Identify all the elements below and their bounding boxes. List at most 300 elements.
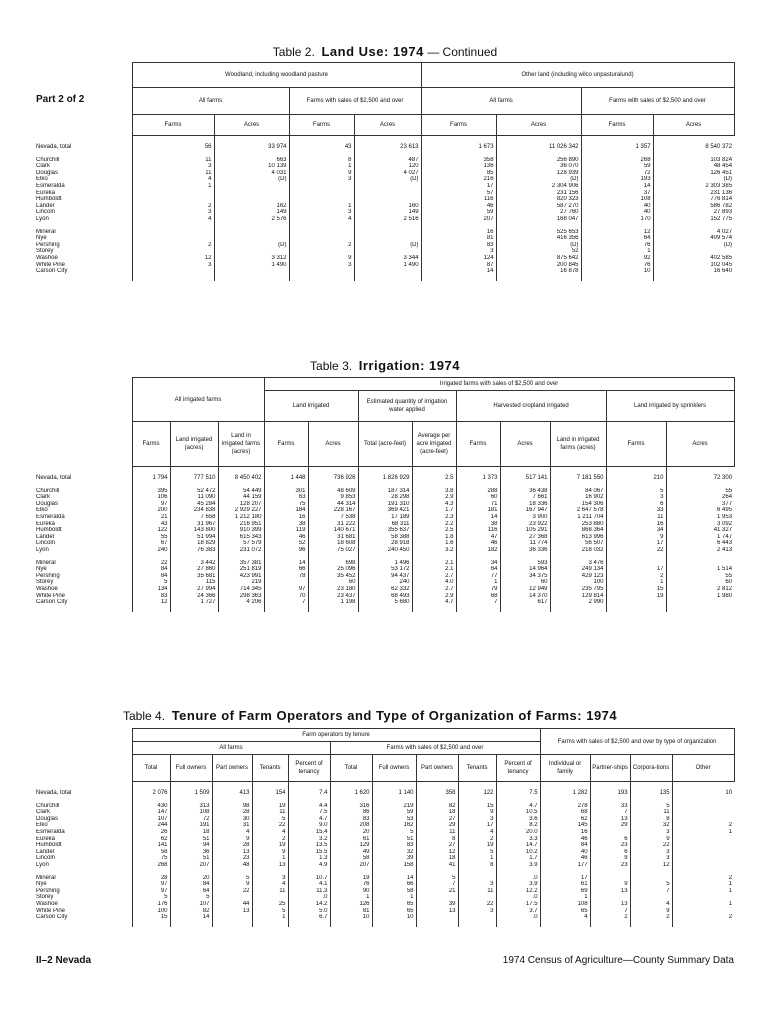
table2 <box>36 62 735 281</box>
table-cell <box>672 816 734 823</box>
table-cell: 1.3 <box>288 855 330 862</box>
table-cell: 17 <box>606 566 666 573</box>
table-cell <box>289 229 354 236</box>
table-cell: 593 <box>500 560 550 567</box>
table-cell: 10 <box>372 914 416 921</box>
table-cell: 71 <box>456 501 500 508</box>
table-cell: 216 <box>421 176 496 183</box>
table-cell: 187 314 <box>358 488 412 495</box>
table-row <box>36 216 734 223</box>
table-cell: 18 336 <box>500 501 550 508</box>
t4-col-full: Full owners <box>170 755 212 782</box>
table-cell: 16 <box>264 514 308 521</box>
table-cell: 129 814 <box>550 593 606 600</box>
table-cell: 2 <box>590 914 630 921</box>
table-row <box>36 875 734 882</box>
table-cell: 94 437 <box>358 573 412 580</box>
table-cell: 1 727 <box>170 599 218 606</box>
row-label: Lyon <box>36 861 49 868</box>
row-label: Mineral <box>36 559 56 566</box>
table-cell: (D) <box>496 242 581 249</box>
table-row <box>36 494 734 501</box>
table-cell: 14 <box>581 183 653 190</box>
row-label: Elko <box>36 822 48 829</box>
table-cell: 32 <box>630 822 672 829</box>
table-cell <box>666 599 734 606</box>
table-cell: 23 <box>212 855 252 862</box>
table-cell: 2.1 <box>412 566 456 573</box>
table-cell: 61 <box>330 836 372 843</box>
table-cell: 11 <box>606 514 666 521</box>
t4-body <box>36 782 734 927</box>
table-cell: 7 <box>264 599 308 606</box>
table-cell <box>672 836 734 843</box>
table-cell: 663 <box>214 157 289 164</box>
table-cell: 2 <box>132 203 214 210</box>
table-cell: 23 180 <box>308 586 358 593</box>
table-cell: 5 <box>252 908 288 915</box>
table-cell: 21 <box>416 888 458 895</box>
table-cell: 55 <box>666 488 734 495</box>
t3-body <box>36 467 734 612</box>
table-cell: 35 452 <box>308 573 358 580</box>
table-cell: 36 336 <box>500 547 550 554</box>
table-cell: 76 <box>330 881 372 888</box>
t3-all-irrigated: All irrigated farms <box>132 378 264 422</box>
table-cell: 776 814 <box>653 196 734 203</box>
table-cell: 7 661 <box>500 494 550 501</box>
footer-page-label: II–2 Nevada <box>36 955 92 966</box>
table-cell: 16 902 <box>550 494 606 501</box>
table-cell: 1 211 704 <box>550 514 606 521</box>
table-cell: 249 134 <box>550 566 606 573</box>
row-label: Elko <box>36 176 48 183</box>
table-cell: 9 <box>212 836 252 843</box>
table-cell: 8 <box>289 157 354 164</box>
table-cell: 31 967 <box>170 521 218 528</box>
table-cell: 65 <box>372 901 416 908</box>
table-cell: 4 <box>630 901 672 908</box>
table-cell: 181 <box>456 507 500 514</box>
table-cell: 27 860 <box>170 566 218 573</box>
row-label: Nevada, total <box>36 144 72 150</box>
table-cell: 11 <box>252 888 288 895</box>
table-cell: 83 <box>132 593 170 600</box>
table-cell: 1 980 <box>666 593 734 600</box>
table-cell: 41 <box>416 862 458 869</box>
table-cell: 97 <box>264 586 308 593</box>
table-cell: 2 516 <box>354 216 421 223</box>
table-cell: 105 291 <box>500 527 550 534</box>
table-cell: 51 <box>170 836 212 843</box>
table-cell: 32 <box>372 849 416 856</box>
table-cell: 40 <box>540 849 590 856</box>
table-cell: 1 <box>252 855 288 862</box>
table-row <box>36 142 734 151</box>
table-cell: 97 <box>132 888 170 895</box>
t4-col-full: Full owners <box>372 755 416 782</box>
table-cell: 7 181 550 <box>550 473 606 482</box>
table-cell: 193 <box>590 788 630 797</box>
table-cell: 13 <box>416 908 458 915</box>
t4-group-type: Farms with sales of $2,500 and over by type of organization <box>540 729 734 755</box>
table-cell: 1 <box>606 579 666 586</box>
table-cell: 107 <box>170 901 212 908</box>
table-cell: 35 681 <box>170 573 218 580</box>
table-cell: 2 812 <box>666 586 734 593</box>
table-cell: 29 <box>590 822 630 829</box>
table-cell <box>289 190 354 197</box>
table-cell: 3 <box>630 849 672 856</box>
table-cell: 63 <box>264 494 308 501</box>
table-cell: 68 <box>456 593 500 600</box>
table-cell: 22 <box>606 547 666 554</box>
table-row <box>36 255 734 262</box>
table-cell: 25 096 <box>308 566 358 573</box>
table-cell: 395 <box>132 488 170 495</box>
table-row <box>36 170 734 177</box>
table-cell: 8 <box>630 816 672 823</box>
table-cell: 36 <box>170 849 212 856</box>
table-cell: 14 <box>456 514 500 521</box>
table-cell <box>672 862 734 869</box>
table-cell: 3.2 <box>412 547 456 554</box>
table-row <box>36 842 734 849</box>
table-cell <box>212 894 252 901</box>
table-row <box>36 816 734 823</box>
table-cell: 55 <box>666 573 734 580</box>
table-cell: 13 <box>212 908 252 915</box>
table-cell: 288 <box>456 488 500 495</box>
table-cell: 81 <box>421 235 496 242</box>
table-row <box>36 190 734 197</box>
t4-col-part: Part owners <box>416 755 458 782</box>
table-cell: 207 <box>330 862 372 869</box>
table-cell <box>606 560 666 567</box>
table-cell: 34 <box>456 560 500 567</box>
table-cell: 5 <box>458 849 496 856</box>
row-label: Humboldt <box>36 527 62 534</box>
row-label: Carson City <box>36 599 68 606</box>
table-cell: 210 <box>606 473 666 482</box>
table-cell: 278 <box>540 803 590 810</box>
table-row <box>36 881 734 888</box>
table-cell: 4.3 <box>412 501 456 508</box>
table-cell: 4 027 <box>653 229 734 236</box>
table-cell: 3 <box>132 163 214 170</box>
table2-title <box>0 44 770 59</box>
table-cell: 17 <box>606 540 666 547</box>
row-label: Esmeralda <box>36 182 65 189</box>
table-cell: 1 140 <box>372 788 416 797</box>
table-cell: 358 <box>421 157 496 164</box>
table-cell: 27 893 <box>653 209 734 216</box>
table-cell: 5 <box>630 803 672 810</box>
table-cell: 1 <box>672 901 734 908</box>
table-cell: (D) <box>653 242 734 249</box>
table-cell: 1 448 <box>264 473 308 482</box>
t4-col-other: Other <box>672 755 734 782</box>
table-cell: 48 609 <box>308 488 358 495</box>
table-cell: 3.9 <box>496 881 540 888</box>
table-cell: 149 <box>214 209 289 216</box>
table-row <box>36 540 734 547</box>
table-cell: 2.7 <box>412 573 456 580</box>
table-cell: 23 <box>590 862 630 869</box>
table-cell: 62 <box>540 816 590 823</box>
table-cell <box>590 875 630 882</box>
table-cell <box>672 842 734 849</box>
table-cell: 5 <box>630 881 672 888</box>
table-cell: 177 <box>540 862 590 869</box>
table4-label: Table 4. <box>123 709 166 723</box>
row-label: Esmeralda <box>36 513 65 520</box>
table-cell: 13.5 <box>288 842 330 849</box>
table-cell: 10.7 <box>288 875 330 882</box>
table-row <box>36 514 734 521</box>
table-cell: 19 <box>458 842 496 849</box>
table-cell: 7 658 <box>170 514 218 521</box>
table-row <box>36 268 734 275</box>
table-cell: 7.5 <box>288 809 330 816</box>
table-cell: 3 <box>421 248 496 255</box>
table-cell: 10.2 <box>496 849 540 856</box>
table-cell: 78 <box>264 573 308 580</box>
table2-continued: — Continued <box>427 45 498 59</box>
table-cell: 60 <box>308 579 358 586</box>
table-cell: 1.6 <box>412 540 456 547</box>
table-cell: 4 031 <box>214 170 289 177</box>
table-cell: 28 298 <box>358 494 412 501</box>
table-cell: 147 <box>132 809 170 816</box>
table-cell: 154 306 <box>550 501 606 508</box>
table3-main-title: Irrigation: 1974 <box>358 358 460 373</box>
table-cell: 76 <box>581 242 653 249</box>
table-cell: 11 <box>458 888 496 895</box>
table-cell: 72 <box>581 170 653 177</box>
table-cell: 429 123 <box>550 573 606 580</box>
table-cell: 910 399 <box>218 527 264 534</box>
table-cell: 12 949 <box>500 586 550 593</box>
table-cell: 11 <box>630 809 672 816</box>
table-cell: 17 <box>421 183 496 190</box>
table-cell: 2 <box>458 836 496 843</box>
table-cell: 586 782 <box>653 203 734 210</box>
table-cell: 4.7 <box>288 816 330 823</box>
table-cell: 1 198 <box>308 599 358 606</box>
table-cell: 124 <box>421 255 496 262</box>
table-cell <box>354 235 421 242</box>
table-cell: 2.7 <box>412 586 456 593</box>
table-cell: 5 <box>252 816 288 823</box>
t3-est-quantity: Estimated quantity of irrigation water applied <box>358 391 456 422</box>
table-cell: 5 <box>212 875 252 882</box>
table-cell: 3 <box>132 262 214 269</box>
table-cell: 40 <box>581 203 653 210</box>
t4-col-partner: Partner-ships <box>590 755 630 782</box>
table-cell: 3 092 <box>666 521 734 528</box>
table-row <box>36 248 734 255</box>
table-cell: 14 <box>421 268 496 275</box>
table-cell: 3 <box>458 881 496 888</box>
t3-col-total: Total (acre-feet) <box>358 422 412 467</box>
table-cell: 8 <box>458 862 496 869</box>
part-label: Part 2 of 2 <box>36 94 85 105</box>
table-cell: 46 <box>264 534 308 541</box>
table-row <box>36 527 734 534</box>
table-cell: 53 <box>372 816 416 823</box>
table-cell: 27 <box>416 842 458 849</box>
row-label: Clark <box>36 809 51 816</box>
table3-label: Table 3. <box>310 359 353 373</box>
table-cell: 20 <box>330 829 372 836</box>
table-cell: 2.9 <box>412 593 456 600</box>
table-cell <box>416 914 458 921</box>
table-cell: 235 795 <box>550 586 606 593</box>
table-row <box>36 196 734 203</box>
table-row <box>36 203 734 210</box>
table-cell: 21 <box>132 514 170 521</box>
table-cell: 122 <box>132 527 170 534</box>
t4-col-tenants: Tenants <box>458 755 496 782</box>
t3-harvested: Harvested cropland irrigated <box>456 391 606 422</box>
table-cell <box>672 894 734 901</box>
table-cell: 240 <box>358 579 412 586</box>
table-cell: 14.7 <box>496 842 540 849</box>
table-cell: 2 076 <box>132 788 170 797</box>
table4-main-title: Tenure of Farm Operators and Type of Organization of Farms: 1974 <box>171 708 618 723</box>
table-cell <box>214 183 289 190</box>
row-label: Esmeralda <box>36 828 65 835</box>
row-label: Lincoln <box>36 209 56 216</box>
table-cell: 1 <box>372 894 416 901</box>
table2-label: Table 2. <box>272 45 315 59</box>
table-cell <box>354 183 421 190</box>
table-cell: 31 <box>212 822 252 829</box>
t2-group-other: Other land (including wilco unpasturalund) <box>421 63 734 88</box>
table-cell: 1 357 <box>581 142 653 151</box>
table-cell: 43 <box>132 521 170 528</box>
row-label: Lander <box>36 533 55 540</box>
table-cell: 108 <box>581 196 653 203</box>
table-cell: 298 363 <box>218 593 264 600</box>
row-label: Pershing <box>36 241 60 248</box>
table-cell <box>132 190 214 197</box>
table-cell: 106 <box>132 494 170 501</box>
table-cell: 219 <box>218 579 264 586</box>
t3-col-acres: Acres <box>500 422 550 467</box>
table-cell: 9.0 <box>288 822 330 829</box>
table-cell <box>132 268 214 275</box>
table-cell: 46 <box>421 203 496 210</box>
table-cell: 94 <box>170 842 212 849</box>
table-row <box>36 888 734 895</box>
table-cell: 9 853 <box>308 494 358 501</box>
table-cell: 168 047 <box>496 216 581 223</box>
table-cell: 7.5 <box>496 788 540 797</box>
table-cell: 82 <box>170 908 212 915</box>
table-cell: 59 <box>581 163 653 170</box>
table-cell: 20 <box>170 875 212 882</box>
table-cell: 44 159 <box>218 494 264 501</box>
table-cell: 355 637 <box>358 527 412 534</box>
table-cell: 3 <box>289 176 354 183</box>
t4-col-pct: Percent of tenancy <box>496 755 540 782</box>
table-cell: 68 493 <box>358 593 412 600</box>
table-row <box>36 586 734 593</box>
table-cell: 54 449 <box>218 488 264 495</box>
table-cell: 9 <box>458 809 496 816</box>
row-label: Elko <box>36 507 48 514</box>
table-cell: 2 <box>630 914 672 921</box>
table-row <box>36 209 734 216</box>
table-cell: 2 929 227 <box>218 507 264 514</box>
table-cell: 39 <box>416 901 458 908</box>
table-cell: 51 <box>170 855 212 862</box>
table-cell: 4.1 <box>288 881 330 888</box>
table-cell: 51 994 <box>170 534 218 541</box>
table-cell: 60 <box>456 494 500 501</box>
t2-sub-all: All farms <box>132 88 289 115</box>
t2-sub-sales: Farms with sales of $2,500 and over <box>289 88 421 115</box>
table-cell: 409 574 <box>653 235 734 242</box>
table-cell: 13 <box>590 888 630 895</box>
table-cell <box>214 196 289 203</box>
row-label: Lincoln <box>36 540 56 547</box>
table-row <box>36 488 734 495</box>
t4-col-part: Part owners <box>212 755 252 782</box>
table-cell: 8 <box>416 836 458 843</box>
row-label: Storey <box>36 894 54 901</box>
row-label: Lincoln <box>36 855 56 862</box>
table-cell: 1 282 <box>540 788 590 797</box>
table-cell: 4.4 <box>288 803 330 810</box>
table-cell: 1 <box>458 855 496 862</box>
table-cell: 2 <box>289 242 354 249</box>
table-cell: 2.1 <box>412 560 456 567</box>
table-cell: 97 <box>132 501 170 508</box>
table-cell: 4 <box>132 176 214 183</box>
table-cell: 4.7 <box>496 803 540 810</box>
table-cell: 3.6 <box>496 816 540 823</box>
table-row <box>36 901 734 908</box>
table-cell: 5 <box>416 875 458 882</box>
table-cell: 33 974 <box>214 142 289 151</box>
table-cell <box>289 235 354 242</box>
table-cell: 5 <box>170 894 212 901</box>
row-label: Nye <box>36 235 47 242</box>
table-row <box>36 573 734 580</box>
table-row <box>36 809 734 816</box>
table-cell: 9 <box>289 170 354 177</box>
row-label: Nye <box>36 566 47 573</box>
table-cell: 22 <box>132 560 170 567</box>
table-cell: 15.5 <box>288 849 330 856</box>
table-cell: 777 510 <box>170 473 218 482</box>
t4-col-pct: Percent of tenancy <box>288 755 330 782</box>
table-cell: 316 <box>330 803 372 810</box>
table-cell: 253 880 <box>550 521 606 528</box>
t4-col-total: Total <box>330 755 372 782</box>
table-cell: 135 <box>630 788 672 797</box>
table-cell: 53 172 <box>358 566 412 573</box>
table-cell: 14 <box>264 560 308 567</box>
table-cell <box>458 875 496 882</box>
table-cell: 2 <box>672 822 734 829</box>
table-row <box>36 908 734 915</box>
row-label: Nevada, total <box>36 475 72 481</box>
table-cell: 1 496 <box>358 560 412 567</box>
